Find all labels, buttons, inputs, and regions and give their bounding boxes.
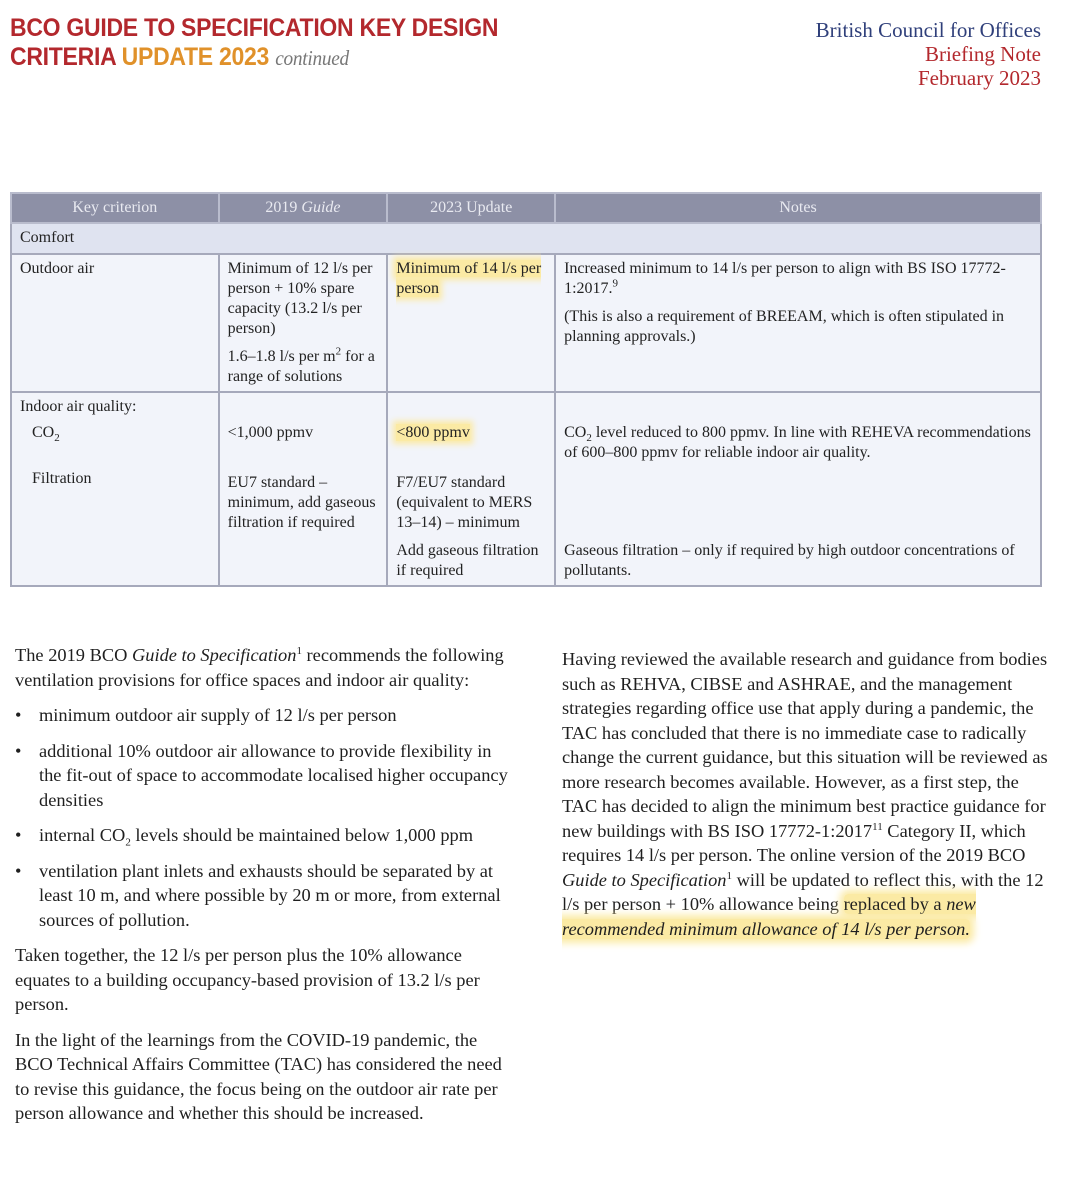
title-criteria: CRITERIA — [10, 43, 116, 71]
right-column — [562, 647, 1057, 952]
note-type: Briefing Note — [924, 42, 1041, 66]
highlighted-passage: replaced by a new recommended minimum allowance of 14 l/s per person. — [562, 894, 976, 939]
table-row-indoor-air-quality — [11, 392, 1041, 586]
notes-cell: Increased minimum to 14 l/s per person to align with BS ISO 17772-1:2017.$^9$ (This is also a requirement of BREEAM, which is often stipulated in planning approvals.) — [555, 254, 1041, 392]
title-line-1: BCO GUIDE TO SPECIFICATION KEY DESIGN — [10, 14, 499, 42]
update-2023-cell — [387, 254, 555, 392]
table-header-row — [11, 193, 1041, 223]
publisher-name: British Council for Offices — [815, 18, 1041, 42]
paragraph-conclusion: Having reviewed the available research and guidance from bodies such as REHVA, CIBSE and ASHRAE, and the management strategies regarding office use that apply during a pandemic, the TAC has concluded that there is no immediate case to radically change the current guidance, but this situation will be reviewed as more research becomes available. However, as a first step, the TAC has decided to align the minimum best practice guidance for new buildings with BS ISO 17772-1:2017$^{11}$ Category II, which requires 14 l/s per person. The online version of the 2019 BCO Guide to Specification$^1$ will be updated to reflect this, with the 12 l/s per person + 10% allowance being replaced by a new recommended minimum allowance of 14 l/s per person. — [562, 649, 1048, 939]
paragraph-summary: Taken together, the 12 l/s per person plus the 10% allowance equates to a building occupancy-based provision of 13.2 l/s per person. — [15, 945, 480, 1014]
header-2023-update: 2023 Update — [387, 193, 555, 223]
criteria-table — [10, 192, 1042, 587]
highlighted-update: Minimum of 14 l/s per person — [396, 260, 542, 297]
table-row-outdoor-air — [11, 254, 1041, 392]
title-update-year: UPDATE 2023 — [121, 43, 270, 71]
paragraph-intro: The 2019 BCO Guide to Specification$^1$ recommends the following ventilation provisions for office spaces and indoor air quality: — [15, 644, 504, 690]
list-item: • ventilation plant inlets and exhausts should be separated by at least 10 m, and where possible by 20 m or more, from external sources of pollution. — [15, 859, 515, 933]
title-continued: continued — [275, 46, 349, 70]
header-key-criterion: Key criterion — [11, 193, 219, 223]
publisher-block — [816, 18, 1041, 90]
guide-2019-cell: Minimum of 12 l/s per person + 10% spare capacity (13.2 l/s per person) 1.6–1.8 l/s per $m^2$ for a range of solutions — [219, 254, 388, 392]
left-column — [15, 643, 515, 1137]
section-row-comfort — [11, 223, 1041, 254]
section-label: Comfort — [11, 223, 1041, 254]
publish-date: February 2023 — [917, 66, 1041, 90]
guide-2019-cell: <1,000 ppmv EU7 standard – minimum, add gaseous filtration if required — [219, 392, 388, 586]
provisions-list — [15, 703, 515, 932]
header-notes: Notes — [555, 193, 1041, 223]
header-2019-guide: 2019 Guide — [219, 193, 388, 223]
criterion-label: Indoor air quality: $CO_2$ Filtration — [11, 392, 219, 586]
list-item: • internal $CO_2$ levels should be maintained below 1,000 ppm — [15, 823, 515, 848]
title-line-2 — [10, 43, 498, 73]
criterion-label: Outdoor air — [11, 254, 219, 392]
list-item: • minimum outdoor air supply of 12 l/s per person — [15, 703, 515, 728]
list-item: • additional 10% outdoor air allowance to provide flexibility in the fit-out of space to accommodate localised higher occupancy densities — [15, 739, 515, 813]
update-2023-cell: <800 ppmv F7/EU7 standard (equivalent to MERS 13–14) – minimum Add gaseous filtration if required — [387, 392, 555, 586]
paragraph-covid: In the light of the learnings from the COVID-19 pandemic, the BCO Technical Affairs Committee (TAC) has considered the need to revise this guidance, the focus being on the outdoor air rate per person allowance and whether this should be increased. — [15, 1029, 502, 1123]
notes-cell: $CO_2$ level reduced to 800 ppmv. In line with REHEVA recommendations of 600–800 ppmv for reliable indoor air quality. Gaseous filtration – only if required by high outdoor concentrations of pollutants. — [555, 392, 1041, 586]
document-title — [10, 14, 498, 73]
highlighted-update: <800 ppmv — [396, 424, 470, 441]
